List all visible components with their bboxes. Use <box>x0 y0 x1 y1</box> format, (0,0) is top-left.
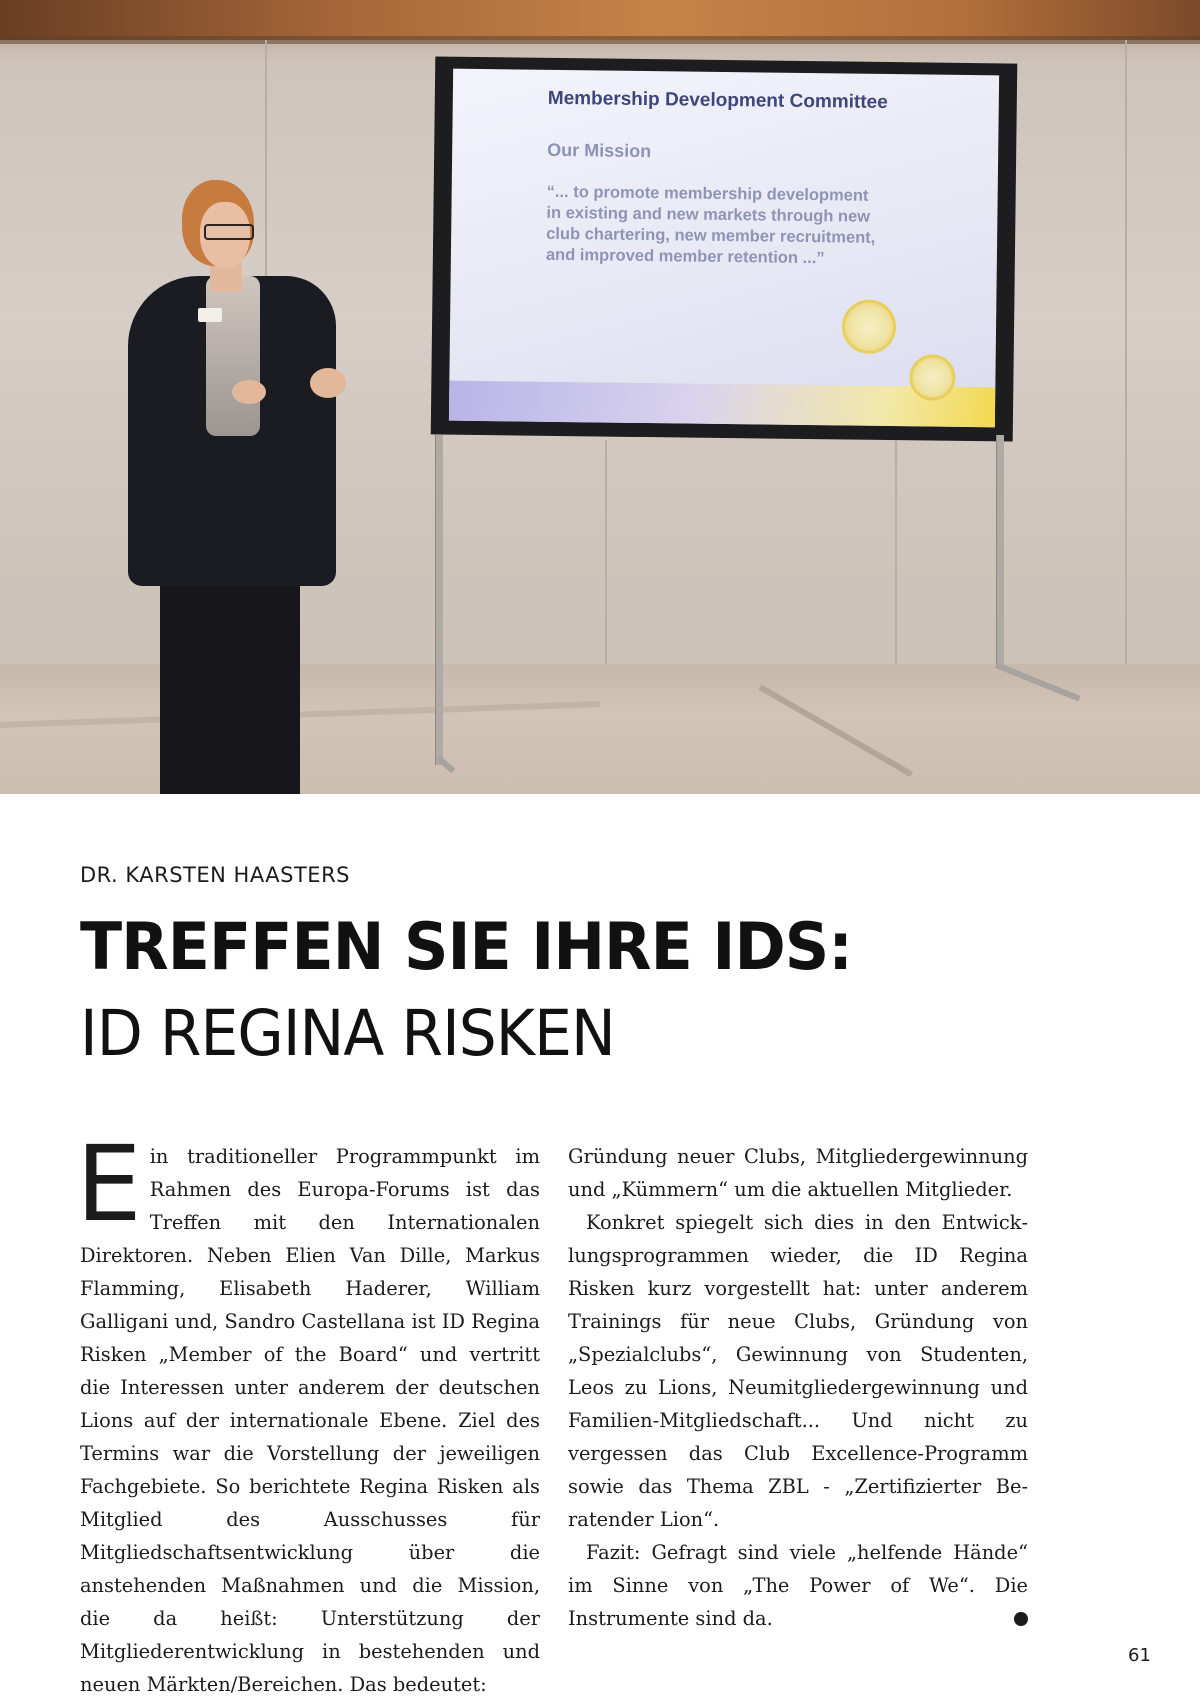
screen-stand-left <box>435 435 443 765</box>
slide-quote <box>546 182 967 271</box>
headline: TREFFEN SIE IHRE IDS: <box>80 910 853 985</box>
article-column-right <box>568 1140 1038 1635</box>
lions-logo-icon: L <box>1014 1612 1028 1626</box>
lions-seal-icon <box>842 299 897 354</box>
glasses <box>204 224 254 240</box>
slide-quote-line: “... to promote membership development <box>546 182 869 205</box>
drop-cap: E <box>76 1123 142 1245</box>
slide-quote-line: and improved member retention ...” <box>545 245 825 268</box>
paragraph-text: Fazit: Gefragt sind viele „helfende Hände“ im Sinne von „The Power of We“. Die Instrumente sind da. <box>568 1541 1028 1630</box>
article-paragraph: Gründung neuer Clubs, Mitgliedergewinnung und „Kümmern“ um die aktuellen Mitglieder. <box>568 1145 1028 1201</box>
header-photo <box>0 0 1200 794</box>
subheadline: ID REGINA RISKEN <box>80 997 615 1070</box>
paragraph-text: in traditioneller Programmpunkt im Rahmen des Europa-Forums ist das Treffen mit den Internationalen Direktoren. Neben Elien Van Dille, Markus Flamming, Elisabeth Haderer, William Galligani und, Sandro Castellana ist ID Regina Risken „Member of the Board“ und vertritt die Interessen unter anderem der deutschen Lions auf der internationale Ebene. Ziel des Termins war die Vorstellung der jeweiligen Fachgebiete. So berichtete Regina Risken als Mitglied des Ausschusses für Mitgliedschaftsentwicklung über die anstehenden Maßnahmen und die Mission, die da heißt: Unterstützung der Mitgliederentwicklung in bestehenden und neuen Märkten/Bereichen. Das bedeutet: <box>80 1145 540 1696</box>
article-paragraph <box>76 1123 540 1701</box>
projection-screen <box>431 56 1018 441</box>
screen-stand-right <box>996 435 1004 665</box>
speaker-figure <box>120 180 360 794</box>
presentation-slide <box>449 69 999 428</box>
author-byline: DR. KARSTEN HAASTERS <box>80 863 350 887</box>
photo-ceiling <box>0 0 1200 40</box>
article-paragraph: Konkret spiegelt sich dies in den Entwicklungsprogrammen wieder, die ID Regina Risken kurz vorgestellt hat: unter anderem Trainings für neue Clubs, Gründung von „Spezialclubs“, Gewinnung von Studenten, Leos zu Lions, Neumitgliedergewinnung und Familien-Mitgliedschaft... Und nicht zu vergessen das Club Excellence-Programm sowie das Thema ZBL - „Zertifizierter Beratender Lion“. <box>568 1211 1028 1531</box>
slide-subtitle: Our Mission <box>547 139 652 162</box>
slide-quote-line: in existing and new markets through new <box>546 203 871 226</box>
page-number: 61 <box>1128 1645 1151 1666</box>
article-column-left <box>76 1123 540 1701</box>
slide-quote-line: club chartering, new member recruitment, <box>546 224 876 247</box>
name-badge <box>198 308 222 322</box>
article-paragraph <box>568 1536 1038 1635</box>
slide-title: Membership Development Committee <box>547 87 888 113</box>
